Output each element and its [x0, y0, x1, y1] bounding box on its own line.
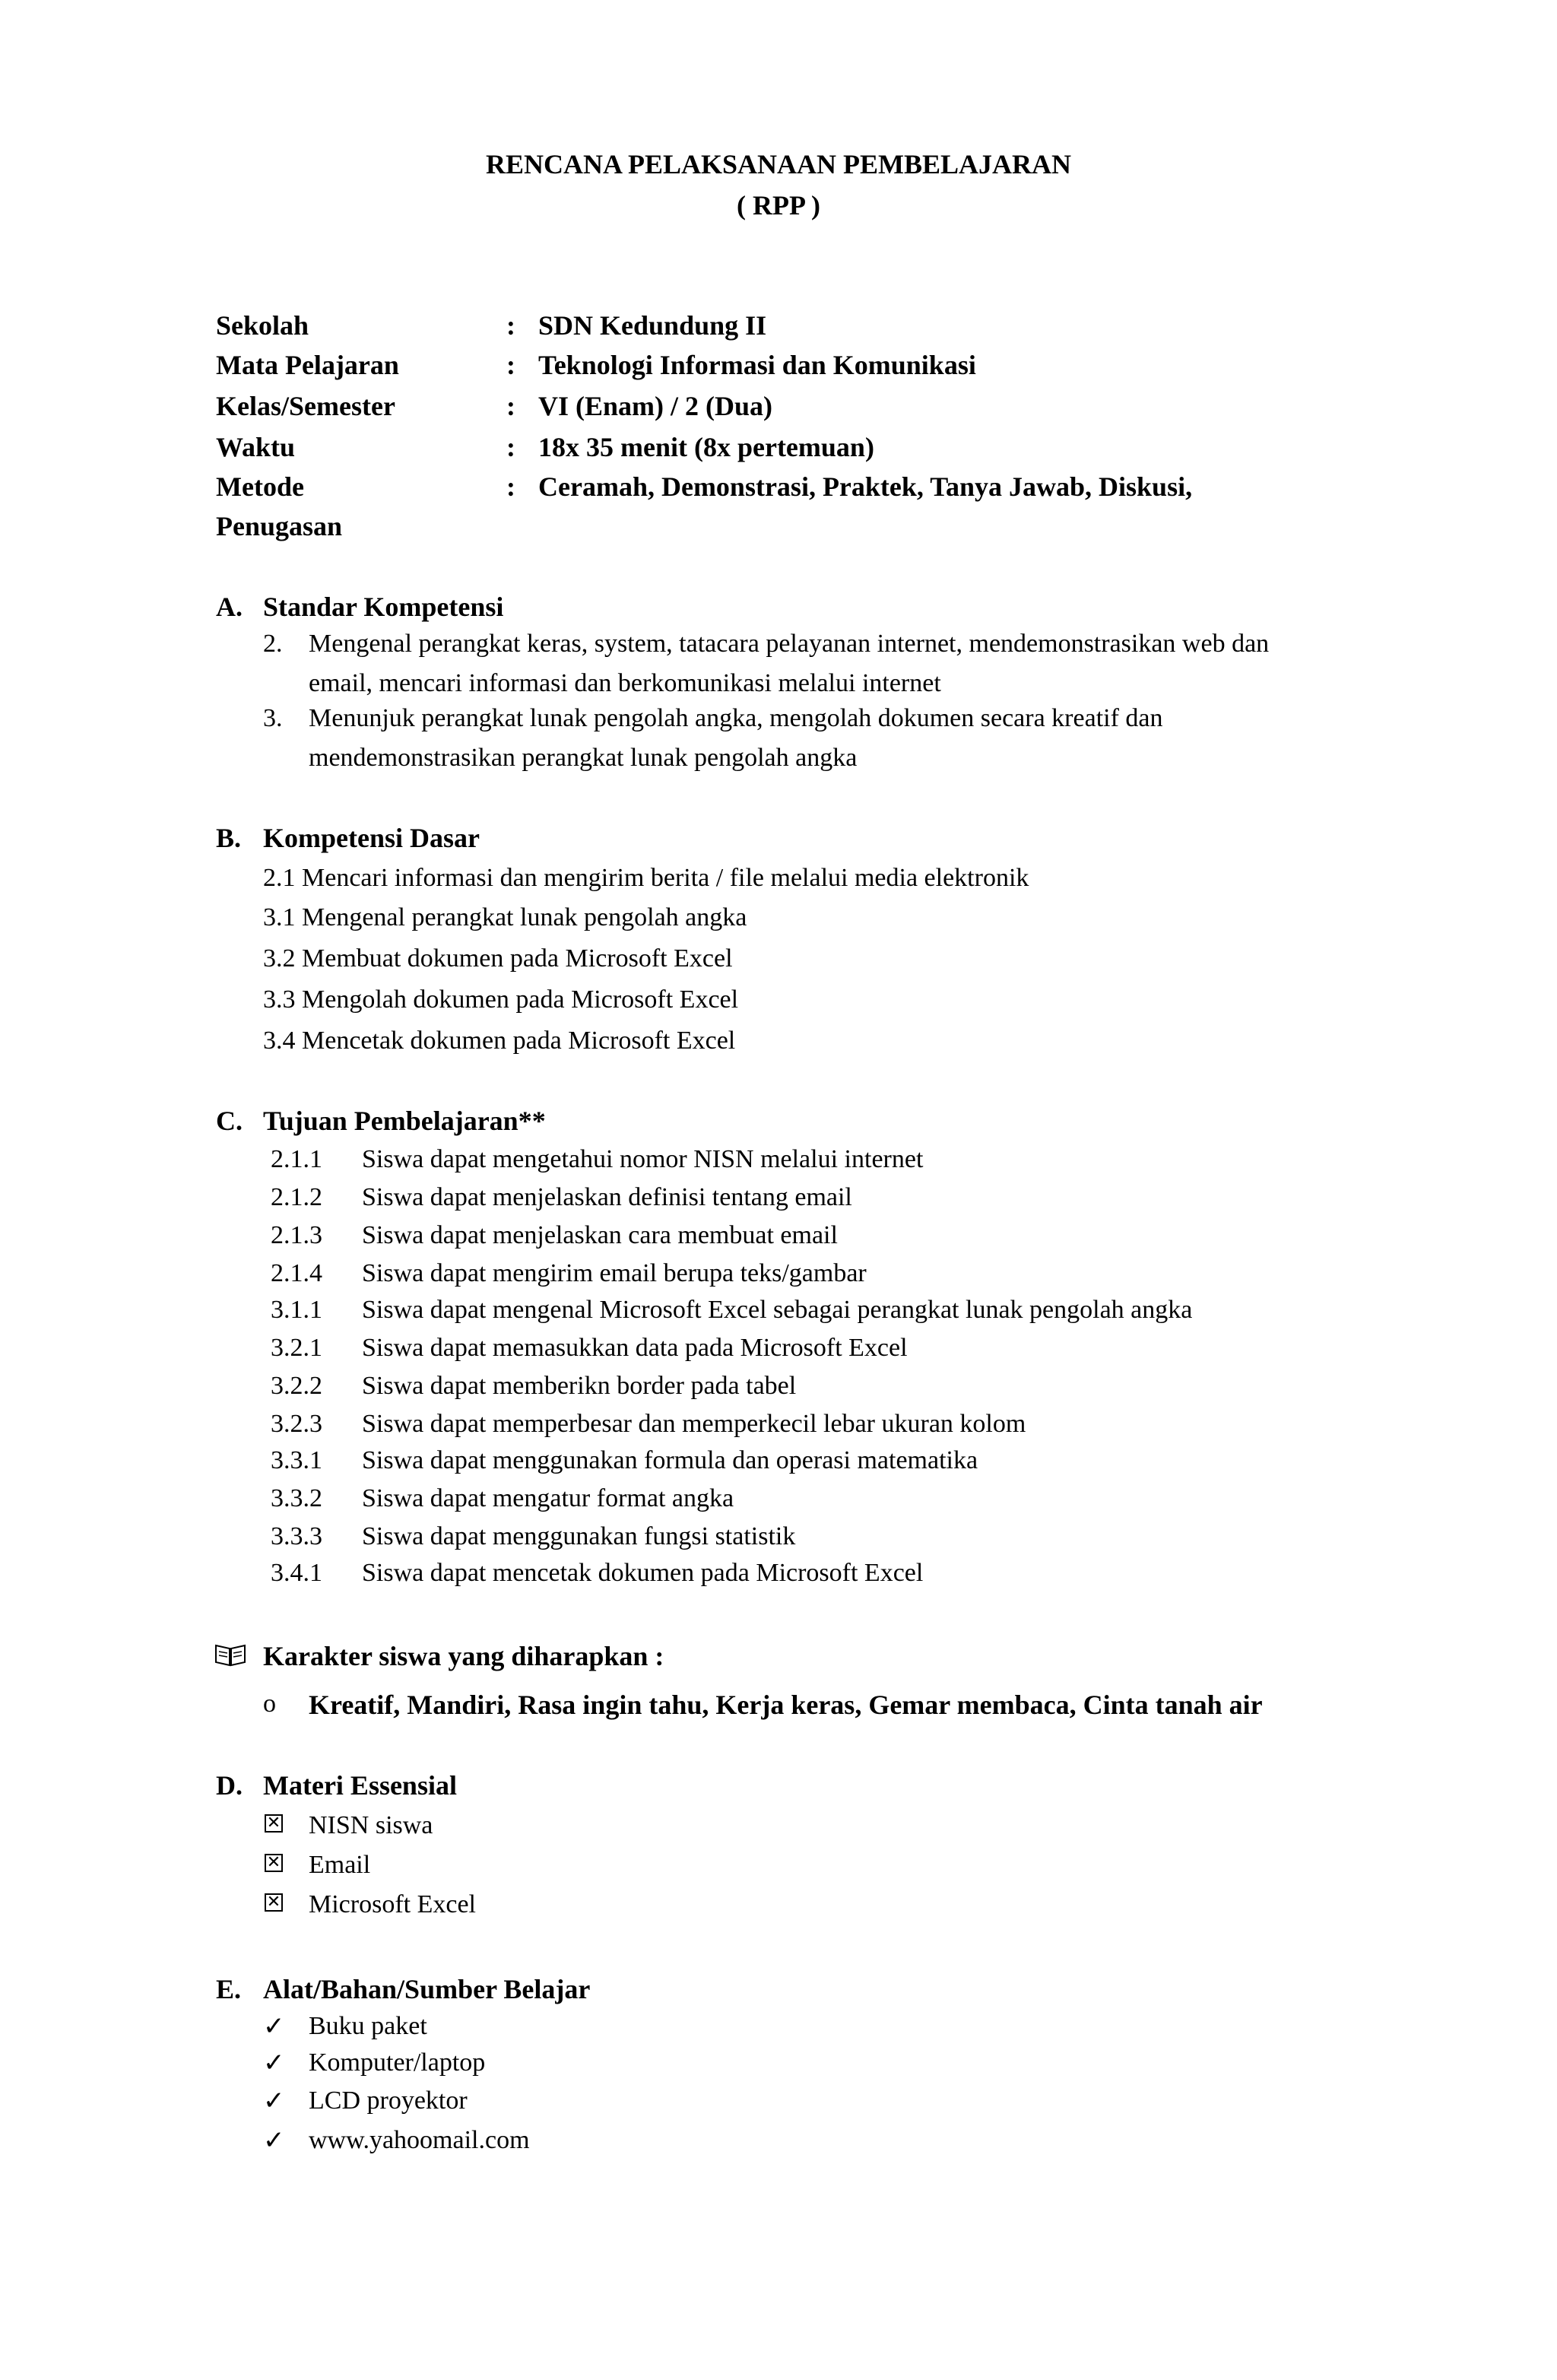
tp-number: 3.3.2: [271, 1484, 322, 1512]
kd-item: 3.1 Mengenal perangkat lunak pengolah angka: [263, 903, 747, 931]
meta-value-sekolah: SDN Kedundung II: [538, 310, 767, 341]
tp-number: 2.1.4: [271, 1259, 322, 1287]
section-d-title: Materi Essensial: [263, 1770, 457, 1801]
meta-value-mata-pelajaran: Teknologi Informasi dan Komunikasi: [538, 350, 976, 380]
karakter-title: Karakter siswa yang diharapkan :: [263, 1641, 664, 1671]
tp-number: 2.1.3: [271, 1221, 322, 1249]
tp-text: Siswa dapat mencetak dokumen pada Microsoft Excel: [362, 1559, 924, 1587]
tp-text: Siswa dapat memberikn border pada tabel: [362, 1372, 797, 1400]
tp-text: Siswa dapat menggunakan formula dan operasi matematika: [362, 1446, 978, 1474]
tp-number: 3.4.1: [271, 1559, 322, 1587]
meta-value-metode-continuation: Penugasan: [216, 511, 343, 541]
tp-text: Siswa dapat menggunakan fungsi statistik: [362, 1522, 796, 1550]
tp-text: Siswa dapat menjelaskan cara membuat email: [362, 1221, 838, 1249]
materi-item: Email: [309, 1851, 371, 1879]
book-icon: [214, 1642, 246, 1671]
section-d-letter: D.: [216, 1770, 243, 1801]
materi-item: Microsoft Excel: [309, 1890, 476, 1918]
alat-item-link: www.yahoomail.com: [309, 2126, 530, 2154]
document-title: RENCANA PELAKSANAAN PEMBELAJARAN: [485, 149, 1072, 179]
tp-number: 3.1.1: [271, 1296, 322, 1324]
kd-item: 3.3 Mengolah dokumen pada Microsoft Excel: [263, 985, 739, 1014]
karakter-values: Kreatif, Mandiri, Rasa ingin tahu, Kerja keras, Gemar membaca, Cinta tanah air: [309, 1690, 1263, 1720]
tp-number: 3.2.2: [271, 1372, 322, 1400]
meta-colon: :: [506, 310, 515, 341]
tp-text: Siswa dapat memasukkan data pada Microsoft Excel: [362, 1334, 908, 1362]
sk-item-number: 3.: [263, 704, 283, 732]
meta-colon: :: [506, 391, 515, 421]
kd-item: 3.4 Mencetak dokumen pada Microsoft Excel: [263, 1027, 736, 1055]
meta-colon: :: [506, 432, 515, 462]
meta-label-metode: Metode: [216, 471, 304, 502]
materi-item: NISN siswa: [309, 1811, 433, 1839]
alat-item: Komputer/laptop: [309, 2048, 486, 2077]
sk-item-line: email, mencari informasi dan berkomunikasi melalui internet: [309, 669, 941, 697]
alat-item: LCD proyektor: [309, 2086, 468, 2115]
section-c-title: Tujuan Pembelajaran**: [263, 1106, 546, 1136]
sk-item-number: 2.: [263, 630, 283, 658]
tp-number: 3.2.1: [271, 1334, 322, 1362]
kd-item: 3.2 Membuat dokumen pada Microsoft Excel: [263, 944, 733, 973]
tp-number: 3.3.3: [271, 1522, 322, 1550]
meta-label-mata-pelajaran: Mata Pelajaran: [216, 350, 399, 380]
document-subtitle: ( RPP ): [737, 190, 820, 221]
sk-item-line: Mengenal perangkat keras, system, tatacara pelayanan internet, mendemonstrasikan web dan: [309, 630, 1270, 658]
checked-box-icon: ✕: [265, 1814, 283, 1833]
section-e-title: Alat/Bahan/Sumber Belajar: [263, 1974, 591, 2004]
section-a-letter: A.: [216, 592, 243, 622]
checkmark-icon: ✓: [263, 2048, 285, 2078]
meta-label-waktu: Waktu: [216, 432, 296, 462]
section-a-title: Standar Kompetensi: [263, 592, 504, 622]
section-e-letter: E.: [216, 1974, 242, 2004]
kd-item: 2.1 Mencari informasi dan mengirim berita / file melalui media elektronik: [263, 864, 1029, 892]
meta-colon: :: [506, 350, 515, 380]
meta-value-kelas-semester: VI (Enam) / 2 (Dua): [538, 391, 773, 421]
sk-item-line: mendemonstrasikan perangkat lunak pengolah angka: [309, 744, 858, 772]
checked-box-icon: ✕: [265, 1893, 283, 1912]
section-c-letter: C.: [216, 1106, 243, 1136]
checkmark-icon: ✓: [263, 2125, 285, 2156]
tp-text: Siswa dapat mengatur format angka: [362, 1484, 734, 1512]
tp-text: Siswa dapat mengenal Microsoft Excel sebagai perangkat lunak pengolah angka: [362, 1296, 1193, 1324]
tp-number: 2.1.2: [271, 1183, 322, 1211]
meta-value-waktu: 18x 35 menit (8x pertemuan): [538, 432, 874, 462]
tp-number: 3.2.3: [271, 1410, 322, 1438]
meta-label-kelas-semester: Kelas/Semester: [216, 391, 395, 421]
tp-text: Siswa dapat memperbesar dan memperkecil lebar ukuran kolom: [362, 1410, 1026, 1438]
tp-number: 3.3.1: [271, 1446, 322, 1474]
alat-item: Buku paket: [309, 2012, 427, 2040]
checkmark-icon: ✓: [263, 2086, 285, 2116]
meta-value-metode: Ceramah, Demonstrasi, Praktek, Tanya Jawab, Diskusi,: [538, 471, 1193, 502]
tp-number: 2.1.1: [271, 1145, 322, 1173]
section-b-letter: B.: [216, 823, 242, 853]
circle-bullet-icon: o: [263, 1690, 276, 1718]
sk-item-line: Menunjuk perangkat lunak pengolah angka, mengolah dokumen secara kreatif dan: [309, 704, 1163, 732]
section-b-title: Kompetensi Dasar: [263, 823, 480, 853]
tp-text: Siswa dapat mengetahui nomor NISN melalui internet: [362, 1145, 924, 1173]
meta-label-sekolah: Sekolah: [216, 310, 309, 341]
checked-box-icon: ✕: [265, 1854, 283, 1872]
meta-colon: :: [506, 471, 515, 502]
checkmark-icon: ✓: [263, 2011, 285, 2042]
tp-text: Siswa dapat menjelaskan definisi tentang email: [362, 1183, 852, 1211]
tp-text: Siswa dapat mengirim email berupa teks/gambar: [362, 1259, 867, 1287]
